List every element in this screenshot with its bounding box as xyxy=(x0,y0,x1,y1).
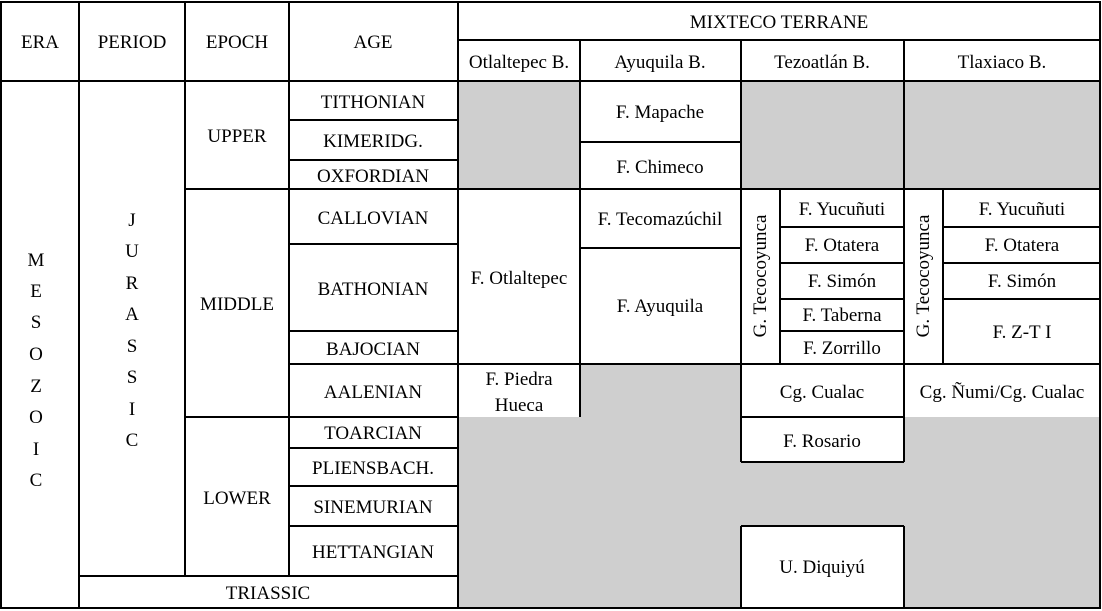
header-basin-otlaltepec: Otlaltepec B. xyxy=(468,52,570,73)
age-cell: KIMERIDG. xyxy=(323,131,423,152)
period-letter: S xyxy=(126,336,138,357)
age-cell: TOARCIAN xyxy=(324,423,422,444)
header-basin-ayuquila: Ayuquila B. xyxy=(614,52,706,73)
period-letter: U xyxy=(125,241,139,262)
unit-yucunuti-tezoatlan: F. Yucuñuti xyxy=(798,199,886,220)
gap-otlaltepec-upper xyxy=(458,82,580,189)
era-letter: Z xyxy=(30,376,42,397)
age-cell: BATHONIAN xyxy=(317,279,429,300)
gap-tezoatlan-tlaxiaco-upper xyxy=(741,82,1100,189)
unit-otlaltepec: F. Otlaltepec xyxy=(470,268,568,289)
unit-tecomazuchil: F. Tecomazúchil xyxy=(597,209,723,230)
unit-mapache: F. Mapache xyxy=(615,102,705,123)
unit-simon-tezoatlan: F. Simón xyxy=(807,271,877,292)
group-tecocoyunca-tlaxiaco: G. Tecocoyunca xyxy=(913,214,934,338)
age-cell: OXFORDIAN xyxy=(317,166,429,187)
unit-yucunuti-tlaxiaco: F. Yucuñuti xyxy=(978,199,1066,220)
unit-otatera-tezoatlan: F. Otatera xyxy=(804,235,880,256)
gap-ayuquila-aalenian xyxy=(580,364,741,420)
gap-tezoatlan-mid-lower xyxy=(741,462,905,526)
unit-piedra-hueca-line2: Hueca xyxy=(494,395,544,416)
header-period: PERIOD xyxy=(97,32,167,53)
unit-taberna: F. Taberna xyxy=(802,305,882,326)
unit-zorrillo: F. Zorrillo xyxy=(803,338,881,359)
era-letter: O xyxy=(29,344,43,365)
era-letter: M xyxy=(27,250,45,271)
period-column xyxy=(125,210,139,451)
epoch-upper: UPPER xyxy=(207,126,267,147)
age-cell: SINEMURIAN xyxy=(313,497,433,518)
age-cell: BAJOCIAN xyxy=(326,339,420,360)
age-cell: AALENIAN xyxy=(323,382,423,403)
unit-ayuquila: F. Ayuquila xyxy=(616,296,704,317)
period-triassic: TRIASSIC xyxy=(225,583,311,604)
age-cell: TITHONIAN xyxy=(320,92,426,113)
header-basin-tezoatlan: Tezoatlán B. xyxy=(774,52,870,73)
era-letter: C xyxy=(29,470,43,491)
gap-otlaltepec-ayuquila-lower xyxy=(458,417,741,609)
epoch-lower: LOWER xyxy=(203,488,271,509)
header-age: AGE xyxy=(353,32,393,53)
age-cell: PLIENSBACH. xyxy=(312,458,434,479)
header-era: ERA xyxy=(21,32,59,53)
gap-tlaxiaco-lower xyxy=(904,417,1100,609)
unit-numi-cualac: Cg. Ñumi/Cg. Cualac xyxy=(919,382,1085,403)
group-tecocoyunca-tezoatlan: G. Tecocoyunca xyxy=(750,214,771,338)
unit-otatera-tlaxiaco: F. Otatera xyxy=(984,235,1060,256)
era-column xyxy=(28,250,45,491)
unit-diquiyu: U. Diquiyú xyxy=(779,557,865,578)
period-letter: C xyxy=(125,430,139,451)
era-letter: I xyxy=(32,439,40,460)
age-cell: HETTANGIAN xyxy=(312,542,434,563)
header-basin-tlaxiaco: Tlaxiaco B. xyxy=(957,52,1047,73)
period-letter: R xyxy=(125,273,139,294)
header-terrane: MIXTECO TERRANE xyxy=(689,12,869,33)
unit-rosario: F. Rosario xyxy=(783,431,861,452)
period-letter: A xyxy=(125,304,139,325)
unit-piedra-hueca-line1: F. Piedra xyxy=(485,369,553,390)
unit-zti: F. Z-T I xyxy=(992,322,1052,343)
era-letter: E xyxy=(30,281,42,302)
age-cell: CALLOVIAN xyxy=(317,208,429,229)
age-column xyxy=(312,92,434,563)
era-letter: S xyxy=(30,312,42,333)
header-epoch: EPOCH xyxy=(205,32,269,53)
era-letter: O xyxy=(29,407,43,428)
unit-simon-tlaxiaco: F. Simón xyxy=(987,271,1057,292)
period-letter: S xyxy=(126,367,138,388)
period-letter: I xyxy=(128,399,136,420)
unit-chimeco: F. Chimeco xyxy=(616,157,704,178)
unit-cualac-tezoatlan: Cg. Cualac xyxy=(779,382,865,403)
epoch-middle: MIDDLE xyxy=(200,294,274,315)
period-letter: J xyxy=(128,210,136,231)
